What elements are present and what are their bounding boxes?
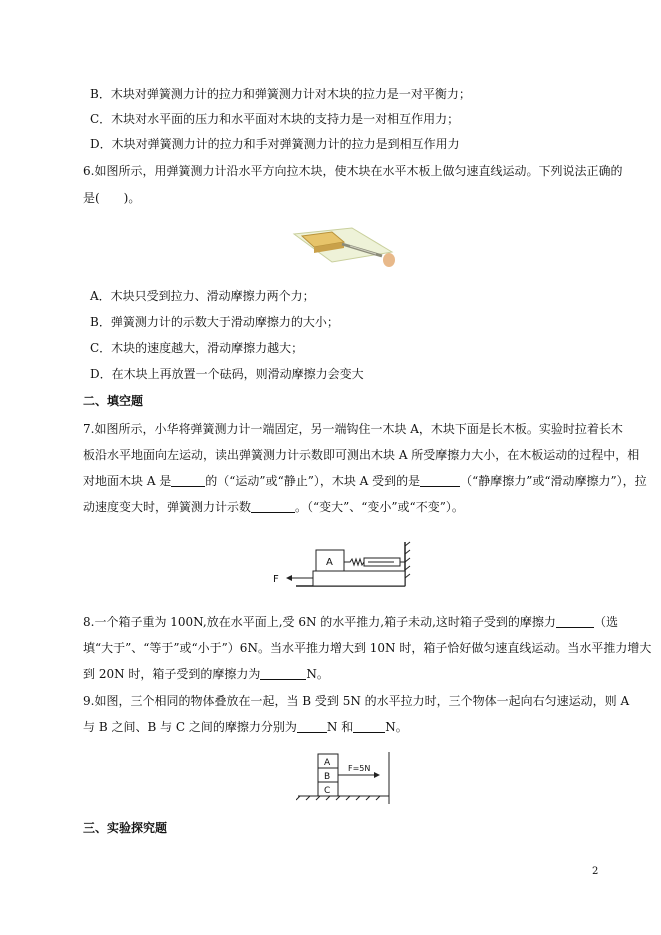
q7-text: 的（“运动”或“静止”），木块 A 受到的是 <box>205 474 421 488</box>
q7-text: 动速度变大时，弹簧测力计示数 <box>83 500 252 514</box>
q9-text: 与 B 之间、B 与 C 之间的摩擦力分别为 <box>83 720 297 734</box>
q5-option-c: C．木块对水平面的压力和水平面对木块的支持力是一对相互作用力； <box>90 112 460 126</box>
q7-line1: 7.如图所示，小华将弹簧测力计一端固定，另一端钩住一木块 A，木块下面是长木板。实验时拉着长木 <box>83 422 623 436</box>
q7-figure-block-on-board <box>268 540 416 590</box>
q8-blank-1[interactable] <box>556 615 594 628</box>
q9-blank-1[interactable] <box>297 720 327 733</box>
q7-text: （“静摩擦力”或“滑动摩擦力”），拉 <box>460 474 647 488</box>
q7-line2: 板沿水平地面向左运动，读出弹簧测力计示数即可测出木块 A 所受摩擦力大小，在木板运动的过程中，相 <box>83 448 640 462</box>
q9-blank-2[interactable] <box>353 720 385 733</box>
q6-figure-spring-scale-block <box>292 222 404 274</box>
q7-figure-label-f: F <box>273 574 279 585</box>
q7-figure-label-a: A <box>326 557 333 568</box>
q8-line3 <box>83 666 603 682</box>
q6-option-d: D．在木块上再放置一个砝码，则滑动摩擦力会变大 <box>90 367 364 381</box>
q7-line4 <box>83 499 603 515</box>
q9-figure-force-label: F=5N <box>348 764 371 773</box>
q7-blank-2[interactable] <box>420 474 460 487</box>
q8-blank-2[interactable] <box>260 667 306 680</box>
q8-line1 <box>83 614 618 630</box>
q9-figure-stacked-blocks <box>296 750 394 806</box>
q9-text: N 和 <box>326 720 354 734</box>
q6-option-c: C．木块的速度越大，滑动摩擦力越大； <box>90 341 304 355</box>
q7-text: 。（“变大”、“变小”或“不变”）。 <box>295 500 464 514</box>
q8-text: 到 20N 时，箱子受到的摩擦力为 <box>83 667 261 681</box>
q5-option-b: B．木块对弹簧测力计的拉力和弹簧测力计对木块的拉力是一对平衡力； <box>90 87 471 101</box>
q9-figure-label-c: C <box>324 786 331 796</box>
q8-text: 8.一个箱子重为 100N,放在水平面上,受 6N 的水平推力,箱子未动,这时箱子受到的摩擦力 <box>83 615 556 629</box>
q7-blank-1[interactable] <box>171 474 205 487</box>
q6-stem-line2: 是( )。 <box>83 191 141 205</box>
section-title-experiment: 三、实验探究题 <box>83 821 168 835</box>
q6-option-a: A．木块只受到拉力、滑动摩擦力两个力； <box>90 289 315 303</box>
q9-figure-label-a: A <box>324 758 331 768</box>
q6-option-b: B．弹簧测力计的示数大于滑动摩擦力的大小； <box>90 315 339 329</box>
q6-stem-line1: 6.如图所示，用弹簧测力计沿水平方向拉木块，使木块在水平木板上做匀速直线运动。下列说法正确的 <box>83 164 623 178</box>
q9-line1: 9.如图，三个相同的物体叠放在一起，当 B 受到 5N 的水平拉力时，三个物体一起向右匀速运动，则 A <box>83 694 630 708</box>
q8-text: N。 <box>306 667 329 681</box>
q9-line2 <box>83 719 603 735</box>
q9-figure-label-b: B <box>324 772 331 782</box>
q5-option-d: D．木块对弹簧测力计的拉力和手对弹簧测力计的拉力是到相互作用力 <box>90 137 460 151</box>
q7-line3 <box>83 473 647 489</box>
q9-text: N。 <box>385 720 408 734</box>
section-title-fill-in: 二、填空题 <box>83 394 144 408</box>
page-number: 2 <box>592 866 599 877</box>
q7-blank-3[interactable] <box>251 500 295 513</box>
q8-text: （选 <box>593 615 618 629</box>
q7-text: 对地面木块 A 是 <box>83 474 172 488</box>
q8-line2: 填“大于”、“等于”或“小于”）6N。当水平推力增大到 10N 时，箱子恰好做匀速直线运动。当水平推力增大 <box>83 641 652 655</box>
